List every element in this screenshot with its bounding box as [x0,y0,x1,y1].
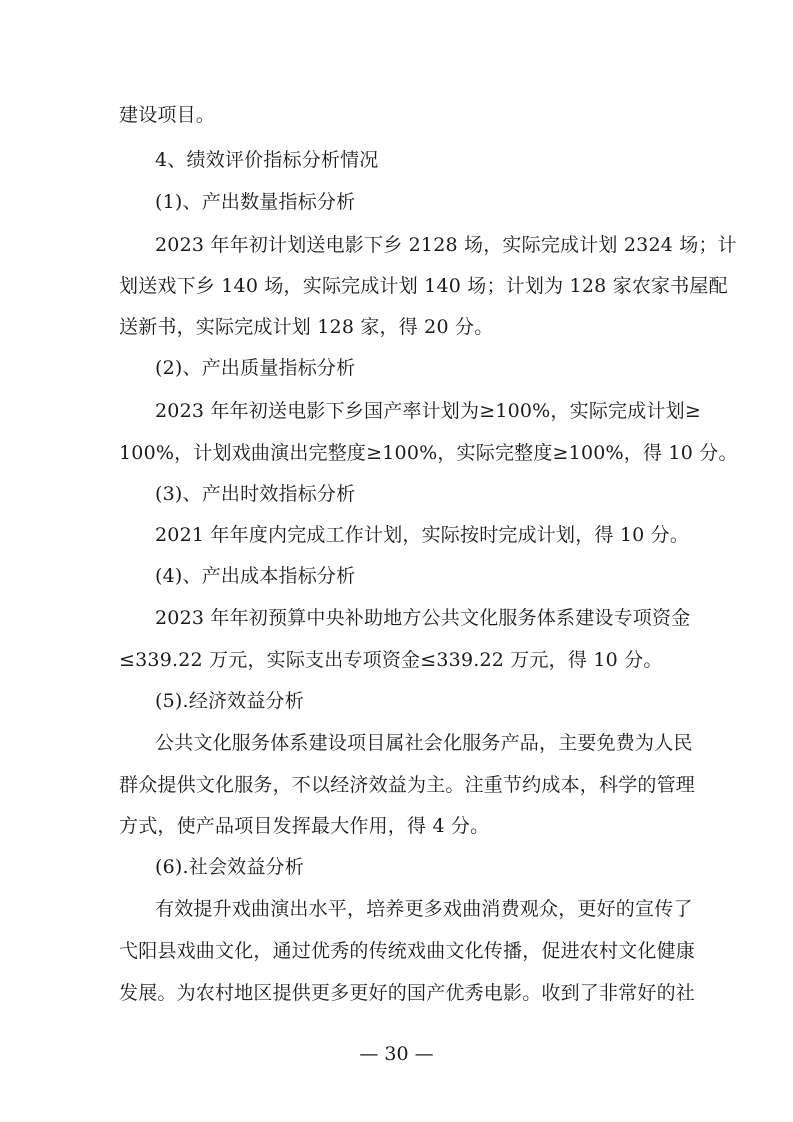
subsection-heading: (4)、产出成本指标分析 [155,565,356,587]
body-text-line: 群众提供文化服务，不以经济效益为主。注重节约成本，科学的管理 [119,774,696,796]
body-text-line: 100%，计划戏曲演出完整度≥100%，实际完整度≥100%，得 10 分。 [119,442,738,464]
body-text-line: 划送戏下乡 140 场，实际完成计划 140 场；计划为 128 家农家书屋配 [119,275,728,297]
body-text-line: 2023 年年初预算中央补助地方公共文化服务体系建设专项资金 [155,607,691,629]
body-text-line: 2023 年年初送电影下乡国产率计划为≥100%，实际完成计划≥ [155,400,701,422]
body-text-line: 2023 年年初计划送电影下乡 2128 场，实际完成计划 2324 场；计 [155,234,737,256]
subsection-heading: (2)、产出质量指标分析 [155,357,356,379]
body-text-line: 公共文化服务体系建设项目属社会化服务产品，主要免费为人民 [155,732,693,754]
body-text-line: 方式，使产品项目发挥最大作用，得 4 分。 [119,815,490,837]
body-text-line: ≤339.22 万元，实际支出专项资金≤339.22 万元，得 10 分。 [119,649,663,671]
subsection-heading: (6).社会效益分析 [155,856,304,878]
body-text-line: 有效提升戏曲演出水平，培养更多戏曲消费观众，更好的宣传了 [155,898,693,920]
body-text-line: 弋阳县戏曲文化，通过优秀的传统戏曲文化传播，促进农村文化健康 [119,940,696,962]
body-text-line: 2021 年年度内完成工作计划，实际按时完成计划，得 10 分。 [155,524,690,546]
body-text-line: 建设项目。 [119,104,216,126]
subsection-heading: (5).经济效益分析 [155,690,304,712]
section-heading: 4、绩效评价指标分析情况 [155,149,379,171]
body-text-line: 送新书，实际完成计划 128 家，得 20 分。 [119,316,494,338]
subsection-heading: (1)、产出数量指标分析 [155,191,356,213]
body-text-line: 发展。为农村地区提供更多更好的国产优秀电影。收到了非常好的社 [119,982,696,1004]
page-number: — 30 — [359,1043,434,1065]
subsection-heading: (3)、产出时效指标分析 [155,483,356,505]
